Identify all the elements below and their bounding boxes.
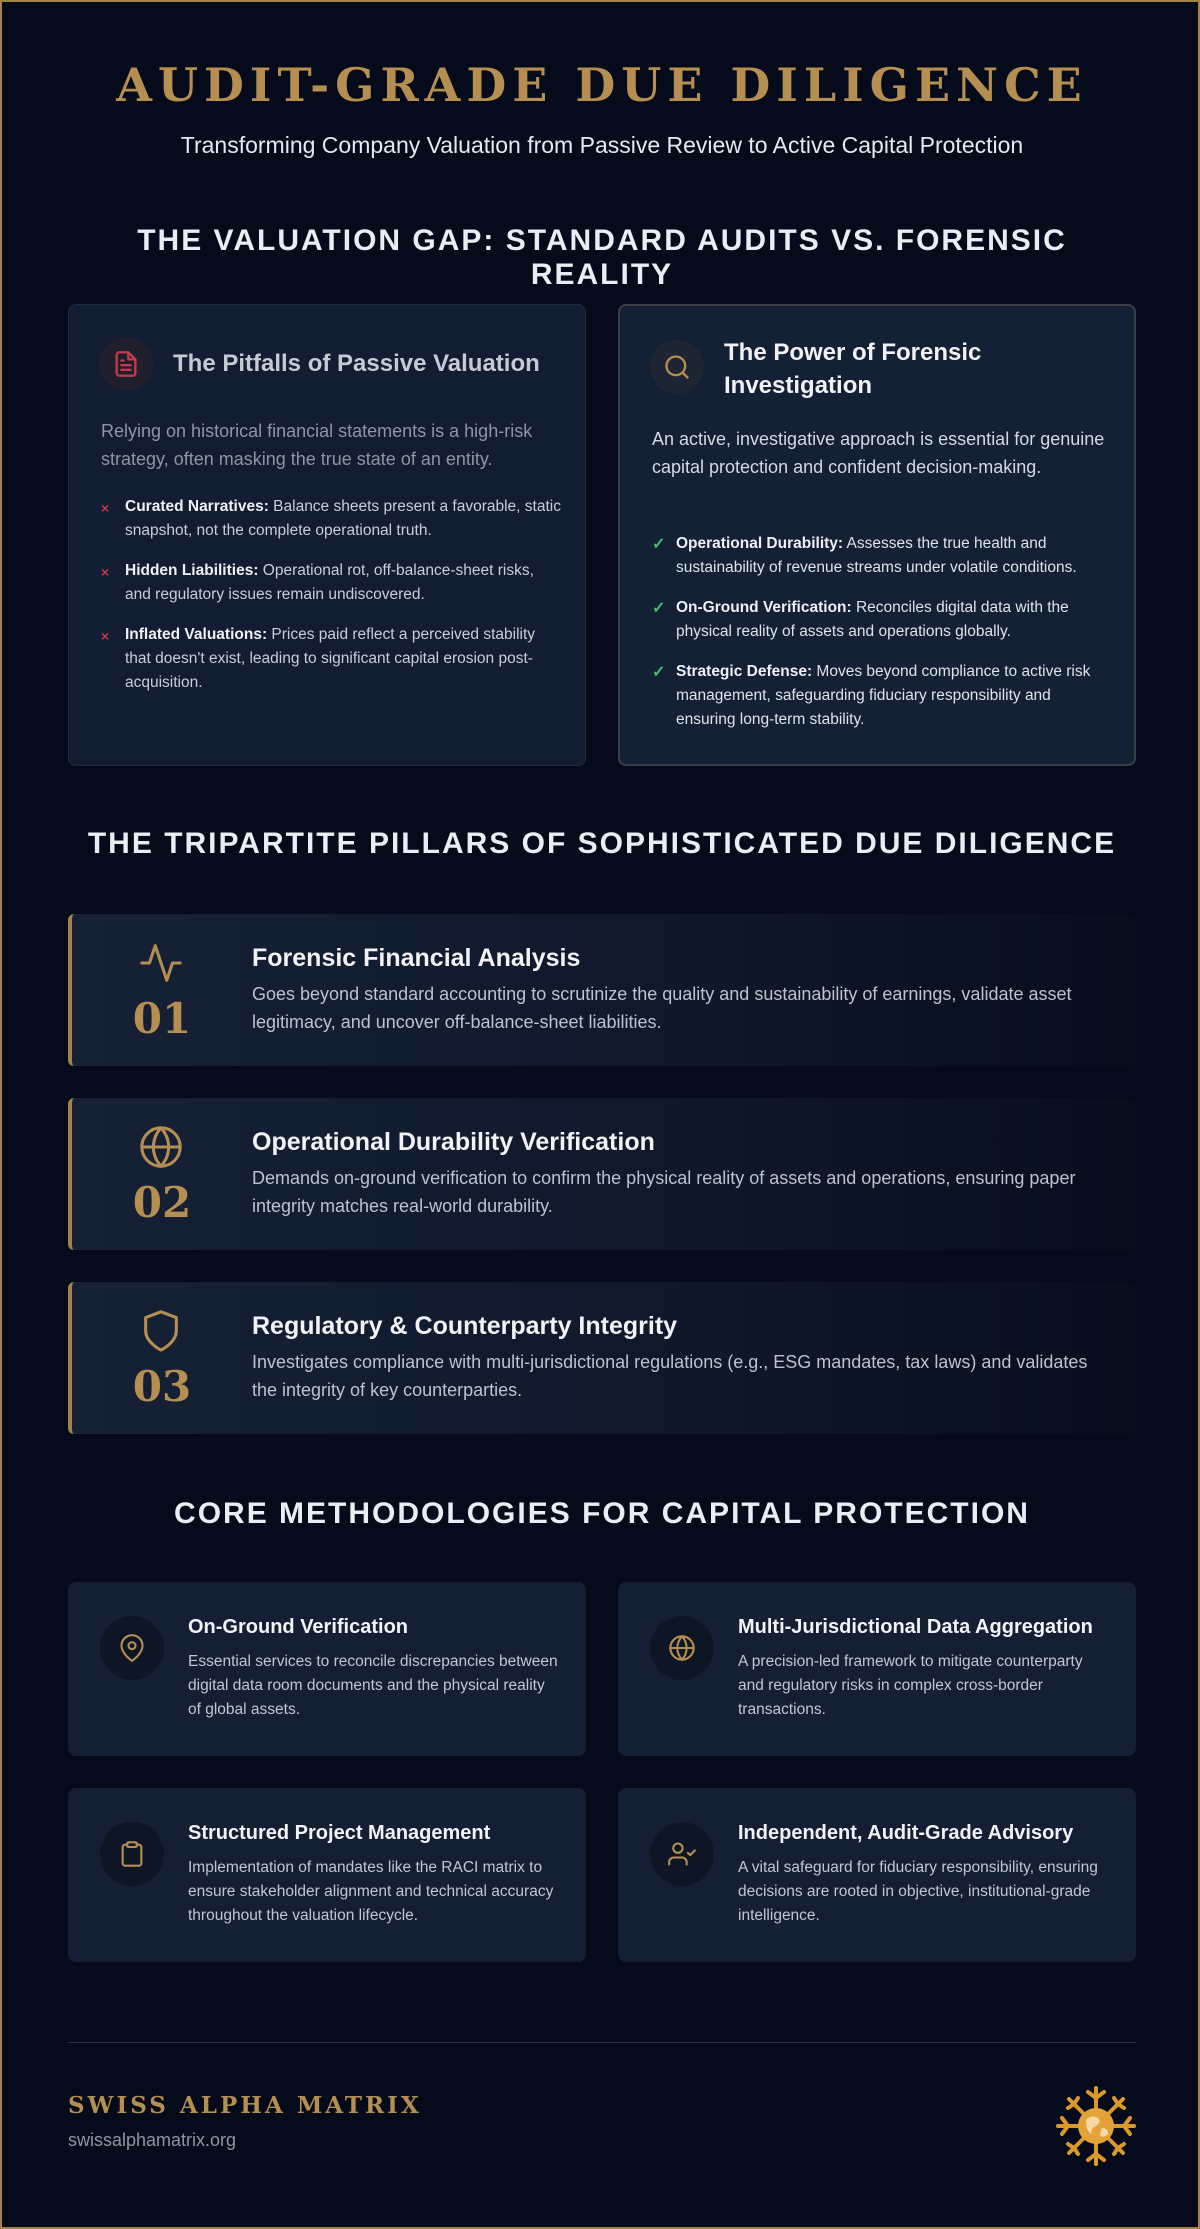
website-link[interactable]: swissalphamatrix.org bbox=[68, 2130, 237, 2150]
method-card bbox=[68, 1582, 586, 1756]
activity-icon bbox=[138, 940, 184, 986]
method-description: Essential services to reconcile discrepancies between digital data room documents and the physical reality of global assets. bbox=[188, 1653, 558, 1718]
passive-bullet-list bbox=[101, 495, 561, 711]
method-card bbox=[618, 1582, 1136, 1756]
pillar-title: Forensic Financial Analysis bbox=[252, 944, 581, 972]
method-title: Independent, Audit-Grade Advisory bbox=[738, 1822, 1074, 1844]
x-mark-icon: × bbox=[101, 628, 110, 644]
x-mark-icon: × bbox=[101, 500, 110, 516]
pillar-card bbox=[68, 1098, 1136, 1250]
methods-heading: CORE METHODOLOGIES FOR CAPITAL PROTECTION bbox=[174, 1497, 1030, 1530]
pillar-title: Operational Durability Verification bbox=[252, 1128, 655, 1156]
passive-card-title: The Pitfalls of Passive Valuation bbox=[173, 350, 540, 377]
forensic-investigation-card bbox=[618, 304, 1136, 766]
pillar-number: 01 bbox=[132, 994, 192, 1043]
main-title: AUDIT-GRADE DUE DILIGENCE bbox=[116, 58, 1088, 112]
bullet-label: Curated Narratives: bbox=[125, 498, 269, 515]
globe-snowflake-logo-icon bbox=[1054, 2084, 1138, 2168]
list-item bbox=[652, 596, 1112, 644]
forensic-bullet-list bbox=[652, 532, 1112, 748]
pillars-heading: THE TRIPARTITE PILLARS OF SOPHISTICATED DUE DILIGENCE bbox=[87, 827, 1117, 860]
method-description: A vital safeguard for fiduciary responsibility, ensuring decisions are rooted in objective, institutional-grade intelligence. bbox=[738, 1859, 1098, 1924]
list-item bbox=[101, 623, 561, 695]
bullet-text: Operational rot, off-balance-sheet risks, and regulatory issues remain undiscovered. bbox=[125, 562, 534, 603]
pillar-description: Investigates compliance with multi-jurisdictional regulations (e.g., ESG mandates, tax laws) and validates the integrity of key counterparties. bbox=[252, 1352, 1088, 1400]
bullet-text: Reconciles digital data with the physical reality of assets and operations globally. bbox=[676, 599, 1069, 640]
bullet-text: Assesses the true health and sustainability of revenue streams under volatile conditions. bbox=[676, 535, 1077, 576]
bullet-text: Prices paid reflect a perceived stability that doesn't exist, leading to significant capital erosion post-acquisition. bbox=[125, 626, 536, 691]
bullet-label: Strategic Defense: bbox=[676, 663, 813, 680]
method-title: On-Ground Verification bbox=[188, 1616, 409, 1638]
method-description: A precision-led framework to mitigate counterparty and regulatory risks in complex cross-border transactions. bbox=[738, 1653, 1083, 1718]
list-item bbox=[101, 495, 561, 543]
pillar-number: 03 bbox=[132, 1362, 192, 1411]
bullet-text: Balance sheets present a favorable, static snapshot, not the complete operational truth. bbox=[125, 498, 561, 539]
user-check-icon bbox=[650, 1822, 714, 1886]
map-pin-icon bbox=[100, 1616, 164, 1680]
check-icon: ✓ bbox=[652, 664, 666, 681]
pillar-card bbox=[68, 1282, 1136, 1434]
bullet-label: Operational Durability: bbox=[676, 535, 844, 552]
bullet-label: Inflated Valuations: bbox=[125, 626, 268, 643]
method-card bbox=[68, 1788, 586, 1962]
pillar-number: 02 bbox=[132, 1178, 192, 1227]
method-card bbox=[618, 1788, 1136, 1962]
list-item bbox=[101, 559, 561, 607]
list-item bbox=[652, 532, 1112, 580]
bullet-text: Moves beyond compliance to active risk management, safeguarding fiduciary responsibility and ensuring long-term stability. bbox=[676, 663, 1091, 728]
bullet-label: On-Ground Verification: bbox=[676, 599, 852, 616]
bullet-label: Hidden Liabilities: bbox=[125, 562, 259, 579]
pillar-title: Regulatory & Counterparty Integrity bbox=[252, 1312, 678, 1340]
method-title: Multi-Jurisdictional Data Aggregation bbox=[738, 1616, 1093, 1638]
passive-card-intro: Relying on historical financial statements is a high-risk strategy, often masking the true state of an entity. bbox=[101, 421, 533, 469]
subtitle: Transforming Company Valuation from Passive Review to Active Capital Protection bbox=[180, 132, 1024, 158]
brand-name: SWISS ALPHA MATRIX bbox=[68, 2092, 422, 2119]
forensic-card-intro: An active, investigative approach is essential for genuine capital protection and confident decision-making. bbox=[652, 429, 1105, 477]
globe-icon bbox=[650, 1616, 714, 1680]
passive-valuation-card bbox=[68, 304, 586, 766]
shield-icon bbox=[138, 1308, 184, 1354]
valuation-gap-heading: THE VALUATION GAP: STANDARD AUDITS VS. FORENSIC REALITY bbox=[137, 224, 1067, 291]
footer-divider bbox=[68, 2042, 1136, 2043]
search-icon bbox=[650, 340, 704, 394]
document-icon bbox=[99, 337, 153, 391]
list-item bbox=[652, 660, 1112, 732]
pillar-description: Demands on-ground verification to confirm the physical reality of assets and operations, ensuring paper integrity matches real-world durability. bbox=[252, 1168, 1076, 1216]
clipboard-icon bbox=[100, 1822, 164, 1886]
check-icon: ✓ bbox=[652, 536, 666, 553]
method-description: Implementation of mandates like the RACI matrix to ensure stakeholder alignment and technical accuracy throughout the valuation lifecycle. bbox=[188, 1859, 554, 1924]
pillar-card bbox=[68, 914, 1136, 1066]
pillar-description: Goes beyond standard accounting to scrutinize the quality and sustainability of earnings, validate asset legitimacy, and uncover off-balance-sheet liabilities. bbox=[252, 984, 1072, 1032]
forensic-card-title: The Power of Forensic Investigation bbox=[724, 339, 982, 399]
x-mark-icon: × bbox=[101, 564, 110, 580]
check-icon: ✓ bbox=[652, 600, 666, 617]
method-title: Structured Project Management bbox=[188, 1822, 491, 1844]
globe-icon bbox=[138, 1124, 184, 1170]
